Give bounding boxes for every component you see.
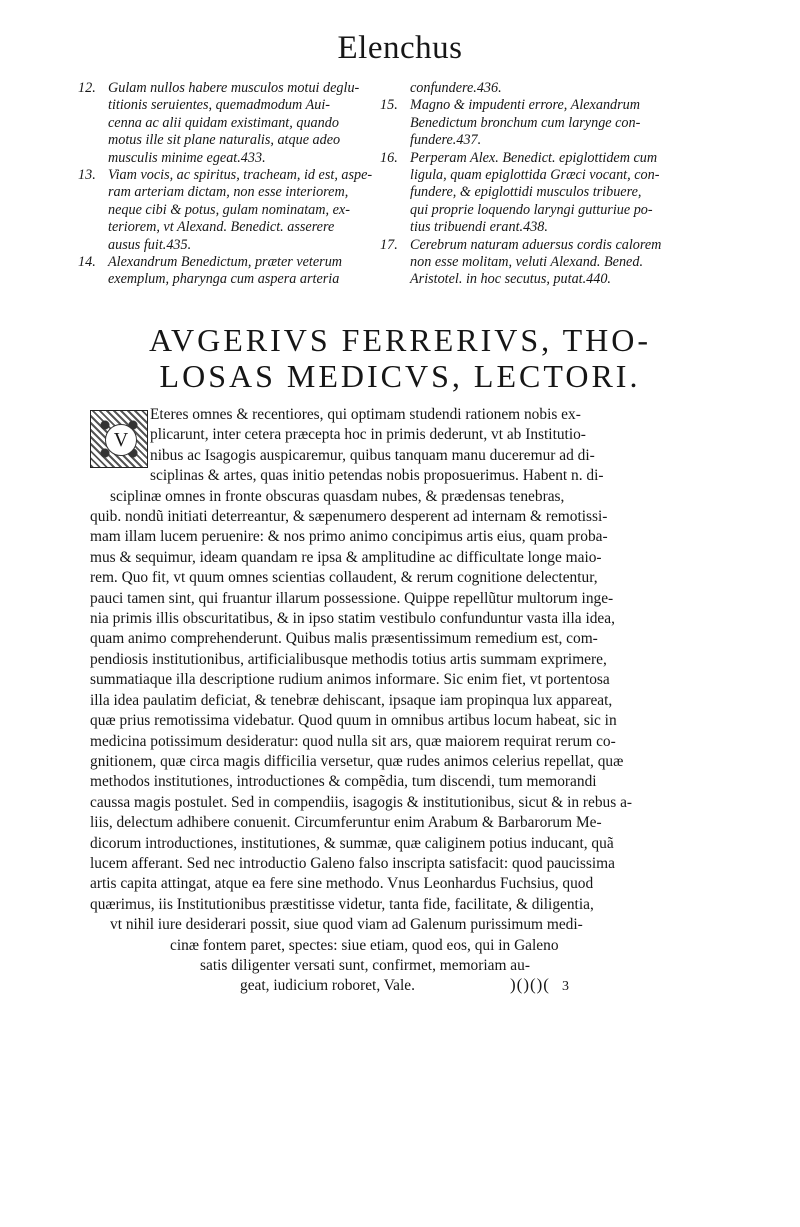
index-entry-16 <box>380 150 680 237</box>
body-line: illa idea paulatim deficiat, & tenebræ dehiscant, ipsaque iam propinqua lux appareat, <box>90 691 613 709</box>
index-entry-12 <box>78 80 378 167</box>
entry-line: ausus fuit.435. <box>108 236 192 253</box>
index-left-column <box>78 80 378 289</box>
entry-line: ligula, quam epiglottida Græci vocant, con- <box>410 167 660 184</box>
body-line: cinæ fontem paret, spectes: siue etiam, quod eos, qui in Galeno <box>170 936 559 954</box>
section-heading <box>70 322 730 394</box>
entry-line: non esse molitam, veluti Alexand. Bened. <box>410 254 643 271</box>
entry-line: cenna ac alii quidam existimant, quando <box>108 114 339 131</box>
entry-line: musculis minime egeat.433. <box>108 149 266 166</box>
body-line: summatiaque illa descriptione rudium animos informare. Sic enim fiet, vt portentosa <box>90 671 610 689</box>
index-entry-14 <box>78 254 378 289</box>
body-line: satis diligenter versati sunt, confirmet, memoriam au- <box>200 956 530 974</box>
body-line: gnitionem, quæ circa magis difficilia versetur, quæ rudes animos celerius repellat, quæ <box>90 752 624 770</box>
body-line: mus & sequimur, ideam quandam re ipsa & amplitudine ac difficultate longe maio- <box>90 548 602 566</box>
body-line: plicarunt, inter cetera præcepta hoc in primis dederunt, vt ab Institutio- <box>150 426 586 444</box>
entry-number: 17. <box>380 236 398 253</box>
body-line: nibus ac Isagogis auspicaremur, quibus tanquam manu duceremur ad di- <box>150 446 595 464</box>
body-line: Eteres omnes & recentiores, qui optimam studendi rationem nobis ex- <box>150 406 581 423</box>
index-right-column <box>380 80 680 289</box>
body-line: rem. Quo fit, vt quum omnes scientias collaudent, & rerum cognitione delectentur, <box>90 569 598 587</box>
entry-line: Magno & impudenti errore, Alexandrum <box>410 97 640 114</box>
entry-line: qui proprie loquendo laryngi gutturiue po- <box>410 201 653 218</box>
body-line: pendiosis institutionibus, artificialibusque methodis totius artis summam exprimere, <box>90 650 607 668</box>
index-entry-13 <box>78 167 378 254</box>
index-entry-15 <box>380 97 680 149</box>
entry-line: motus ille sit plane naturalis, atque adeo <box>108 132 341 149</box>
body-line: quærimus, iis Institutionibus præstitisse videtur, tanta fide, facilitate, & diligentia, <box>90 895 594 913</box>
entry-line: Viam vocis, ac spiritus, tracheam, id est, aspe- <box>108 167 373 184</box>
signature-number: 3 <box>561 979 570 994</box>
entry-continuation: confundere.436. <box>410 80 502 96</box>
preface-body <box>90 405 690 997</box>
initial-letter: V <box>105 424 137 456</box>
entry-number: 14. <box>78 254 96 271</box>
entry-line: teriorem, vt Alexand. Benedict. asserere <box>108 219 335 236</box>
entry-line: Benedictum bronchum cum larynge con- <box>410 114 641 131</box>
body-line: pauci tamen sint, qui fruantur illarum possessione. Quippe repellũtur multorum inge- <box>90 589 614 607</box>
entry-number: 15. <box>380 97 398 114</box>
entry-line: Perperam Alex. Benedict. epiglottidem cum <box>410 149 658 166</box>
body-line: methodos institutiones, introductiones & compẽdia, tum discendi, tum memorandi <box>90 773 597 791</box>
body-line: nia primis illis obscuritatibus, & in ipso statim vestibulo confunduntur vasta illa idea, <box>90 610 615 628</box>
signature-mark <box>510 975 570 995</box>
signature-symbol: )()()( <box>510 975 550 994</box>
body-line: mam illam lucem peruenire: & nos primo animo concipimus artis eius, quam proba- <box>90 528 608 546</box>
body-line: sciplinæ omnes in fronte obscuras quasdam nubes, & prædensas tenebras, <box>110 487 565 505</box>
entry-line: Aristotel. in hoc secutus, putat.440. <box>410 271 611 288</box>
body-line: quam animo comprehenderunt. Quibus malis præsentissimum remedium est, com- <box>90 630 598 648</box>
body-line: liis, delectum adhibere conuenit. Circumferuntur enim Arabum & Barbarorum Me- <box>90 814 602 832</box>
body-line: quæ prius remotissima videbatur. Quod quum in omnibus artibus locum habeat, sic in <box>90 712 617 730</box>
entry-line: exemplum, pharynga cum aspera arteria <box>108 271 340 288</box>
entry-number: 16. <box>380 149 398 166</box>
entry-number: 12. <box>78 80 96 96</box>
index-entry-17 <box>380 237 680 289</box>
heading-line: AVGERIVS FERRERIVS, THO- <box>149 322 651 358</box>
entry-line: titionis seruientes, quemadmodum Aui- <box>108 97 330 114</box>
body-line: geat, iudicium roboret, Vale. <box>240 977 415 995</box>
body-line: sciplinas & artes, quas initio petendas nobis proposuerimus. Habent n. di- <box>150 467 604 485</box>
body-line: artis capita attingat, atque ea fere sine methodo. Vnus Leonhardus Fuchsius, quod <box>90 875 594 893</box>
entry-line: neque cibi & potus, gulam nominatam, ex- <box>108 201 350 218</box>
entry-line: Cerebrum naturam aduersus cordis calorem <box>410 236 662 253</box>
entry-line: fundere.437. <box>410 132 482 149</box>
entry-line: fundere, & epiglottidi musculos tribuere, <box>410 184 642 201</box>
body-line: quib. nondũ initiati deterreantur, & sæpenumero desperent ad internam & remotissi- <box>90 508 608 526</box>
body-line: vt nihil iure desiderari possit, siue quod viam ad Galenum purissimum medi- <box>110 916 583 934</box>
entry-line: tius tribuendi erant.438. <box>410 219 548 236</box>
entry-line: ram arteriam dictam, non esse interiorem, <box>108 184 349 201</box>
body-line: caussa magis postulet. Sed in compendiis, isagogis & institutionibus, sicut & in rebus a- <box>90 793 633 811</box>
heading-line: LOSAS MEDICVS, LECTORI. <box>159 358 641 394</box>
entry-line: Gulam nullos habere musculos motui deglu- <box>108 80 360 96</box>
entry-line: Alexandrum Benedictum, præter veterum <box>108 254 343 271</box>
body-line: dicorum introductiones, institutiones, & summæ, quæ caliginem potius inducant, quã <box>90 834 614 852</box>
body-line: lucem afferant. Sed nec introductio Galeno falso inscripta satisfacit: quod paucissima <box>90 854 615 872</box>
body-line: medicina potissimum desideratur: quod nulla sit ars, quæ maiorem requirat rerum co- <box>90 732 616 750</box>
running-head: Elenchus <box>337 30 463 66</box>
entry-number: 13. <box>78 167 96 184</box>
